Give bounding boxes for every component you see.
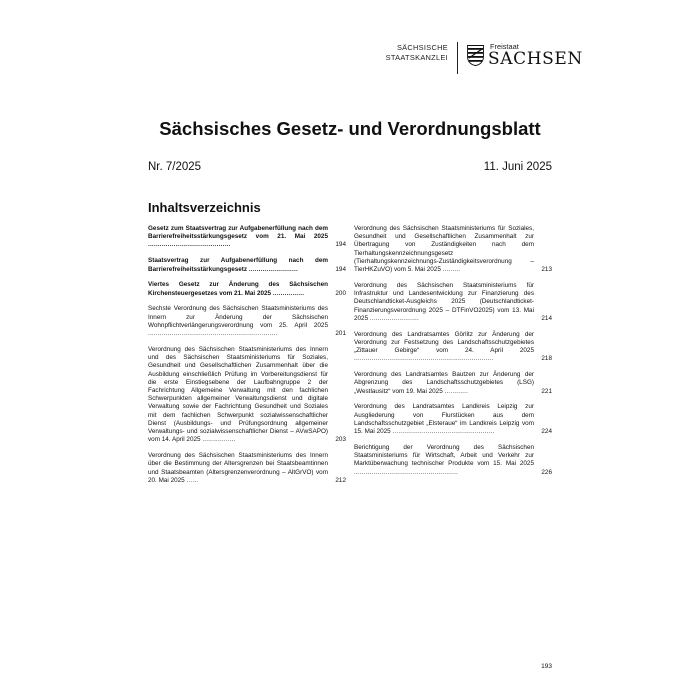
toc-leader-dots: ......................... [369,314,419,322]
toc-entry-text: Verordnung des Landratsamtes Görlitz zur Änderung der Verordnung zur Festsetzung des Landschaftsschutzgebietes „Zittauer Gebirge“ vom 24. April 2025 [354,330,534,355]
toc-entry[interactable] [148,305,346,338]
issue-date: 11. Juni 2025 [483,161,552,173]
toc-entry-page: 224 [541,428,552,436]
logo-divider [457,42,458,74]
toc-entry[interactable] [354,282,552,323]
staatskanzlei-logo [384,43,448,62]
toc-entry[interactable] [354,371,552,396]
toc-entry[interactable] [354,403,552,436]
toc-entry[interactable] [354,331,552,364]
freistaat-label: Freistaat [490,42,519,51]
toc-entry-page: 200 [335,289,346,297]
toc-entry[interactable] [354,444,552,477]
toc-column-right [354,225,552,484]
toc-leader-dots: ....................................................................... [354,355,494,363]
toc-entry-page: 194 [335,241,346,249]
toc-entry-page: 194 [335,265,346,273]
toc-entry-page: 218 [541,355,552,363]
toc-entry-text: Sechste Verordnung des Sächsischen Staatsministeriums des Innern zur Änderung der Sächsischen Wohnpflichtverlängerungsverordnung vom 25. April 2025 [148,305,328,329]
toc-leader-dots: ..................................................... [354,468,459,476]
toc-leader-dots: ................. [202,436,236,444]
toc-entry-text: Staatsvertrag zur Aufgabenerfüllung nach dem Barrierefreiheitsstärkungsgesetz [148,257,328,273]
toc-entry-page: 203 [335,436,346,444]
toc-entry[interactable] [148,281,346,297]
toc-entry-text: Gesetz zum Staatsvertrag zur Aufgabenerfüllung nach dem Barrierefreiheitsstärkungsgesetz vom 21. Mai 2025 [148,225,328,241]
issue-number: Nr. 7/2025 [148,161,202,173]
toc-leader-dots: ................ [272,289,305,297]
toc-leader-dots: .................................................... [392,428,495,436]
toc-leader-dots: .................................................................. [148,330,278,338]
saxony-crest-icon [467,45,484,66]
toc-entry-page: 226 [541,468,552,476]
toc-column-left [148,225,346,493]
toc-entry-text: Verordnung des Landratsamtes Landkreis Leipzig zur Ausgliederung von Flurstücken aus dem Landschaftsschutzgebiet „Elsteraue“ im Landkreis Leipzig vom 15. Mai 2025 [354,403,534,436]
toc-entry-page: 214 [541,314,552,322]
kanzlei-line-2: STAATSKANZLEI [385,52,448,62]
toc-entry-page: 213 [541,266,552,274]
toc-entry-page: 201 [335,330,346,338]
toc-entry-page: 212 [335,476,346,484]
toc-leader-dots: ......................... [248,265,298,273]
toc-entry[interactable] [148,346,346,444]
toc-entry-text: Verordnung des Sächsischen Staatsministeriums für Soziales, Gesundheit und Gesellschaftlichen Zusammenhalt zur Übertragung von Zuständigkeiten nach dem Tierhaltungskennzeichnungsgesetz (Tierhaltungskennzeichnungs-Zuständigkeitsverordnung – TierHKZuVO) vom 5. Mai 2025 [354,225,534,274]
toc-leader-dots: ......... [442,266,461,274]
toc-entry[interactable] [148,225,346,250]
toc-entry-page: 221 [541,387,552,395]
toc-entry-text: Verordnung des Landratsamtes Bautzen zur Änderung der Abgrenzung des Landschaftsschutzgebietes (LSG) „Westlausitz“ vom 19. Mai 2025 [354,371,534,395]
kanzlei-line-1: SÄCHSISCHE [396,43,448,52]
toc-entry[interactable] [354,225,552,274]
toc-leader-dots: ...... [186,476,199,484]
toc-entry[interactable] [148,257,346,273]
toc-entry-text: Verordnung des Sächsischen Staatsministeriums des Innern über die Bestimmung der Altersgrenzen bei Staatsbeamtinnen und Staatsbeamten (Altersgrenzenverordnung – AltGrVO) vom 20. Mai 2025 [148,452,328,484]
toc-leader-dots: .......................................... [148,241,231,249]
page-number: 193 [541,663,552,670]
toc-entry-text: Verordnung des Sächsischen Staatsministeriums des Innern und des Sächsischen Staatsministeriums für Soziales, Gesundheit und Gesellschaftlichen Zusammenhalt über die Ausbildung einschließlich Prüfung im Vorbereitungsdienst für die erste Einstiegsebene der Laufbahngruppe 2 der Fachrichtung Allgemeine Verwaltung mit den fachlichen Schwerpunkten allgemeiner Verwaltungsdienst und digitale Verwaltung sowie der Fachrichtung Gesundheit und Soziales mit dem fachlichen Schwerpunkt sozialwissenschaftlicher Dienst (Ausbildungs- und Prüfungsordnung allgemeiner Verwaltungs- und sozialwissenschaftlicher Dienst – AVwSAPO) vom 14. April 2025 [148,345,328,444]
page-title: Sächsisches Gesetz- und Verordnungsblatt [159,118,541,139]
toc-leader-dots: ............ [444,387,469,395]
toc-entry-text: Berichtigung der Verordnung des Sächsischen Staatsministeriums für Wirtschaft, Arbeit und Verkehr zur Marktüberwachung technischer Produkte vom 15. Mai 2025 [354,443,534,468]
toc-heading: Inhaltsverzeichnis [148,200,261,215]
toc-entry-text: Verordnung des Sächsischen Staatsministeriums für Infrastruktur und Landesentwicklung zur Finanzierung des Deutschlandticket-Ausgleichs 2025 (Deutschlandticket-Finanzierungsverordnung 2025 – DTFinVO2025) vom 13. Mai 2025 [354,281,534,322]
sachsen-wordmark: SACHSEN [488,49,583,69]
toc-entry[interactable] [148,452,346,485]
toc-entry-text: Viertes Gesetz zur Änderung des Sächsischen Kirchensteuergesetzes vom 21. Mai 2025 [148,281,328,297]
